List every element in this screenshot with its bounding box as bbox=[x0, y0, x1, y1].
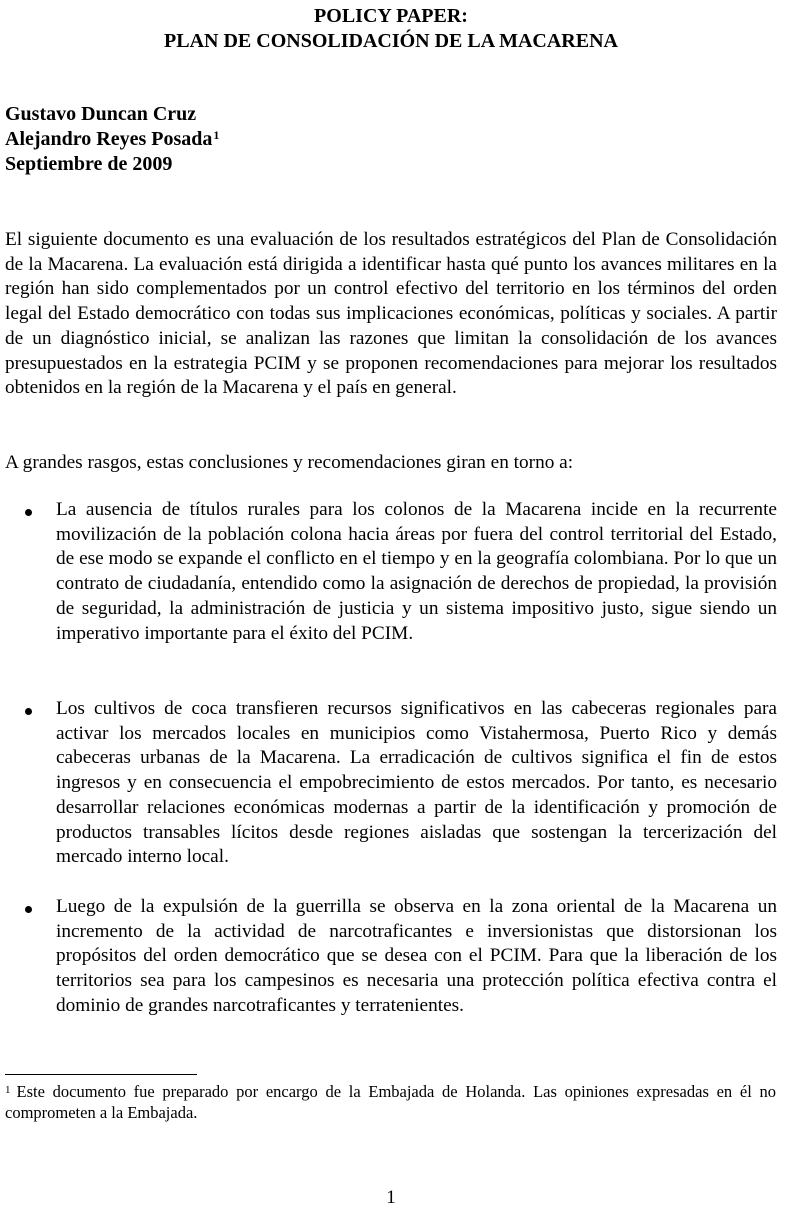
page-number: 1 bbox=[386, 1187, 396, 1208]
author-block bbox=[5, 102, 219, 177]
list-item-text: Luego de la expulsión de la guerrilla se observa en la zona oriental de la Macarena un incremento de la actividad de narcotraficantes e inversionistas que distorsionan los propósitos del orden democrático que se desea con el PCIM. Para que la liberación de los territorios sea para los campesinos es necesaria una protección política efectiva contra el dominio de grandes narcotraficantes y terratenientes. bbox=[56, 896, 777, 1016]
intro-paragraph: El siguiente documento es una evaluación de los resultados estratégicos del Plan de Consolidación de la Macarena. La evaluación está dirigida a identificar hasta qué punto los avances militares en la región han sido complementados por un control efectivo del territorio en los términos del orden legal del Estado democrático con todas sus implicaciones económicas, políticas y sociales. A partir de un diagnóstico inicial, se analizan las razones que limitan la consolidación de los avances presupuestados en la estrategia PCIM y se proponen recomendaciones para mejorar los resultados obtenidos en la región de la Macarena y el país en general. bbox=[5, 229, 777, 399]
footnote-divider bbox=[5, 1074, 197, 1075]
publication-date: Septiembre de 2009 bbox=[5, 153, 173, 175]
list-item-text: Los cultivos de coca transfieren recursos significativos en las cabeceras regionales para activar los mercados locales en municipios como Vistahermosa, Puerto Rico y demás cabeceras urbanas de la Macarena. La erradicación de cultivos significa el fin de estos ingresos y en consecuencia el empobrecimiento de estos mercados. Por tanto, es necesario desarrollar relaciones económicas modernas a partir de la identificación y promoción de productos transables lícitos desde regiones aisladas que sostengan la tercerización del mercado interno local. bbox=[56, 698, 777, 868]
bullet-icon bbox=[25, 708, 32, 715]
lead-paragraph: A grandes rasgos, estas conclusiones y recomendaciones giran en torno a: bbox=[5, 452, 574, 473]
author-2: Alejandro Reyes Posada bbox=[5, 128, 213, 150]
author-2-line bbox=[5, 127, 219, 152]
list-item-text: La ausencia de títulos rurales para los colonos de la Macarena incide en la recurrente movilización de la población colona hacia áreas por fuera del control territorial del Estado, de ese modo se expande el conflicto en el tiempo y en la geografía colombiana. Por lo que un contrato de ciudadanía, entendido como la asignación de derechos de propiedad, la provisión de seguridad, la administración de justicia y un sistema impositivo justo, sigue siendo un imperativo importante para el éxito del PCIM. bbox=[56, 499, 777, 644]
footnote-number: 1 bbox=[5, 1084, 11, 1096]
bullet-icon bbox=[25, 509, 32, 516]
author-1: Gustavo Duncan Cruz bbox=[5, 103, 197, 125]
bullet-icon bbox=[25, 906, 32, 913]
title-line-1: POLICY PAPER: bbox=[314, 5, 468, 27]
footnote bbox=[5, 1082, 776, 1123]
document-title bbox=[0, 4, 782, 54]
footnote-text: Este documento fue preparado por encargo de la Embajada de Holanda. Las opiniones expresadas en él no comprometen a la Embajada. bbox=[5, 1082, 776, 1122]
title-line-2: PLAN DE CONSOLIDACIÓN DE LA MACARENA bbox=[164, 30, 618, 52]
footnote-reference[interactable]: 1 bbox=[213, 128, 220, 142]
